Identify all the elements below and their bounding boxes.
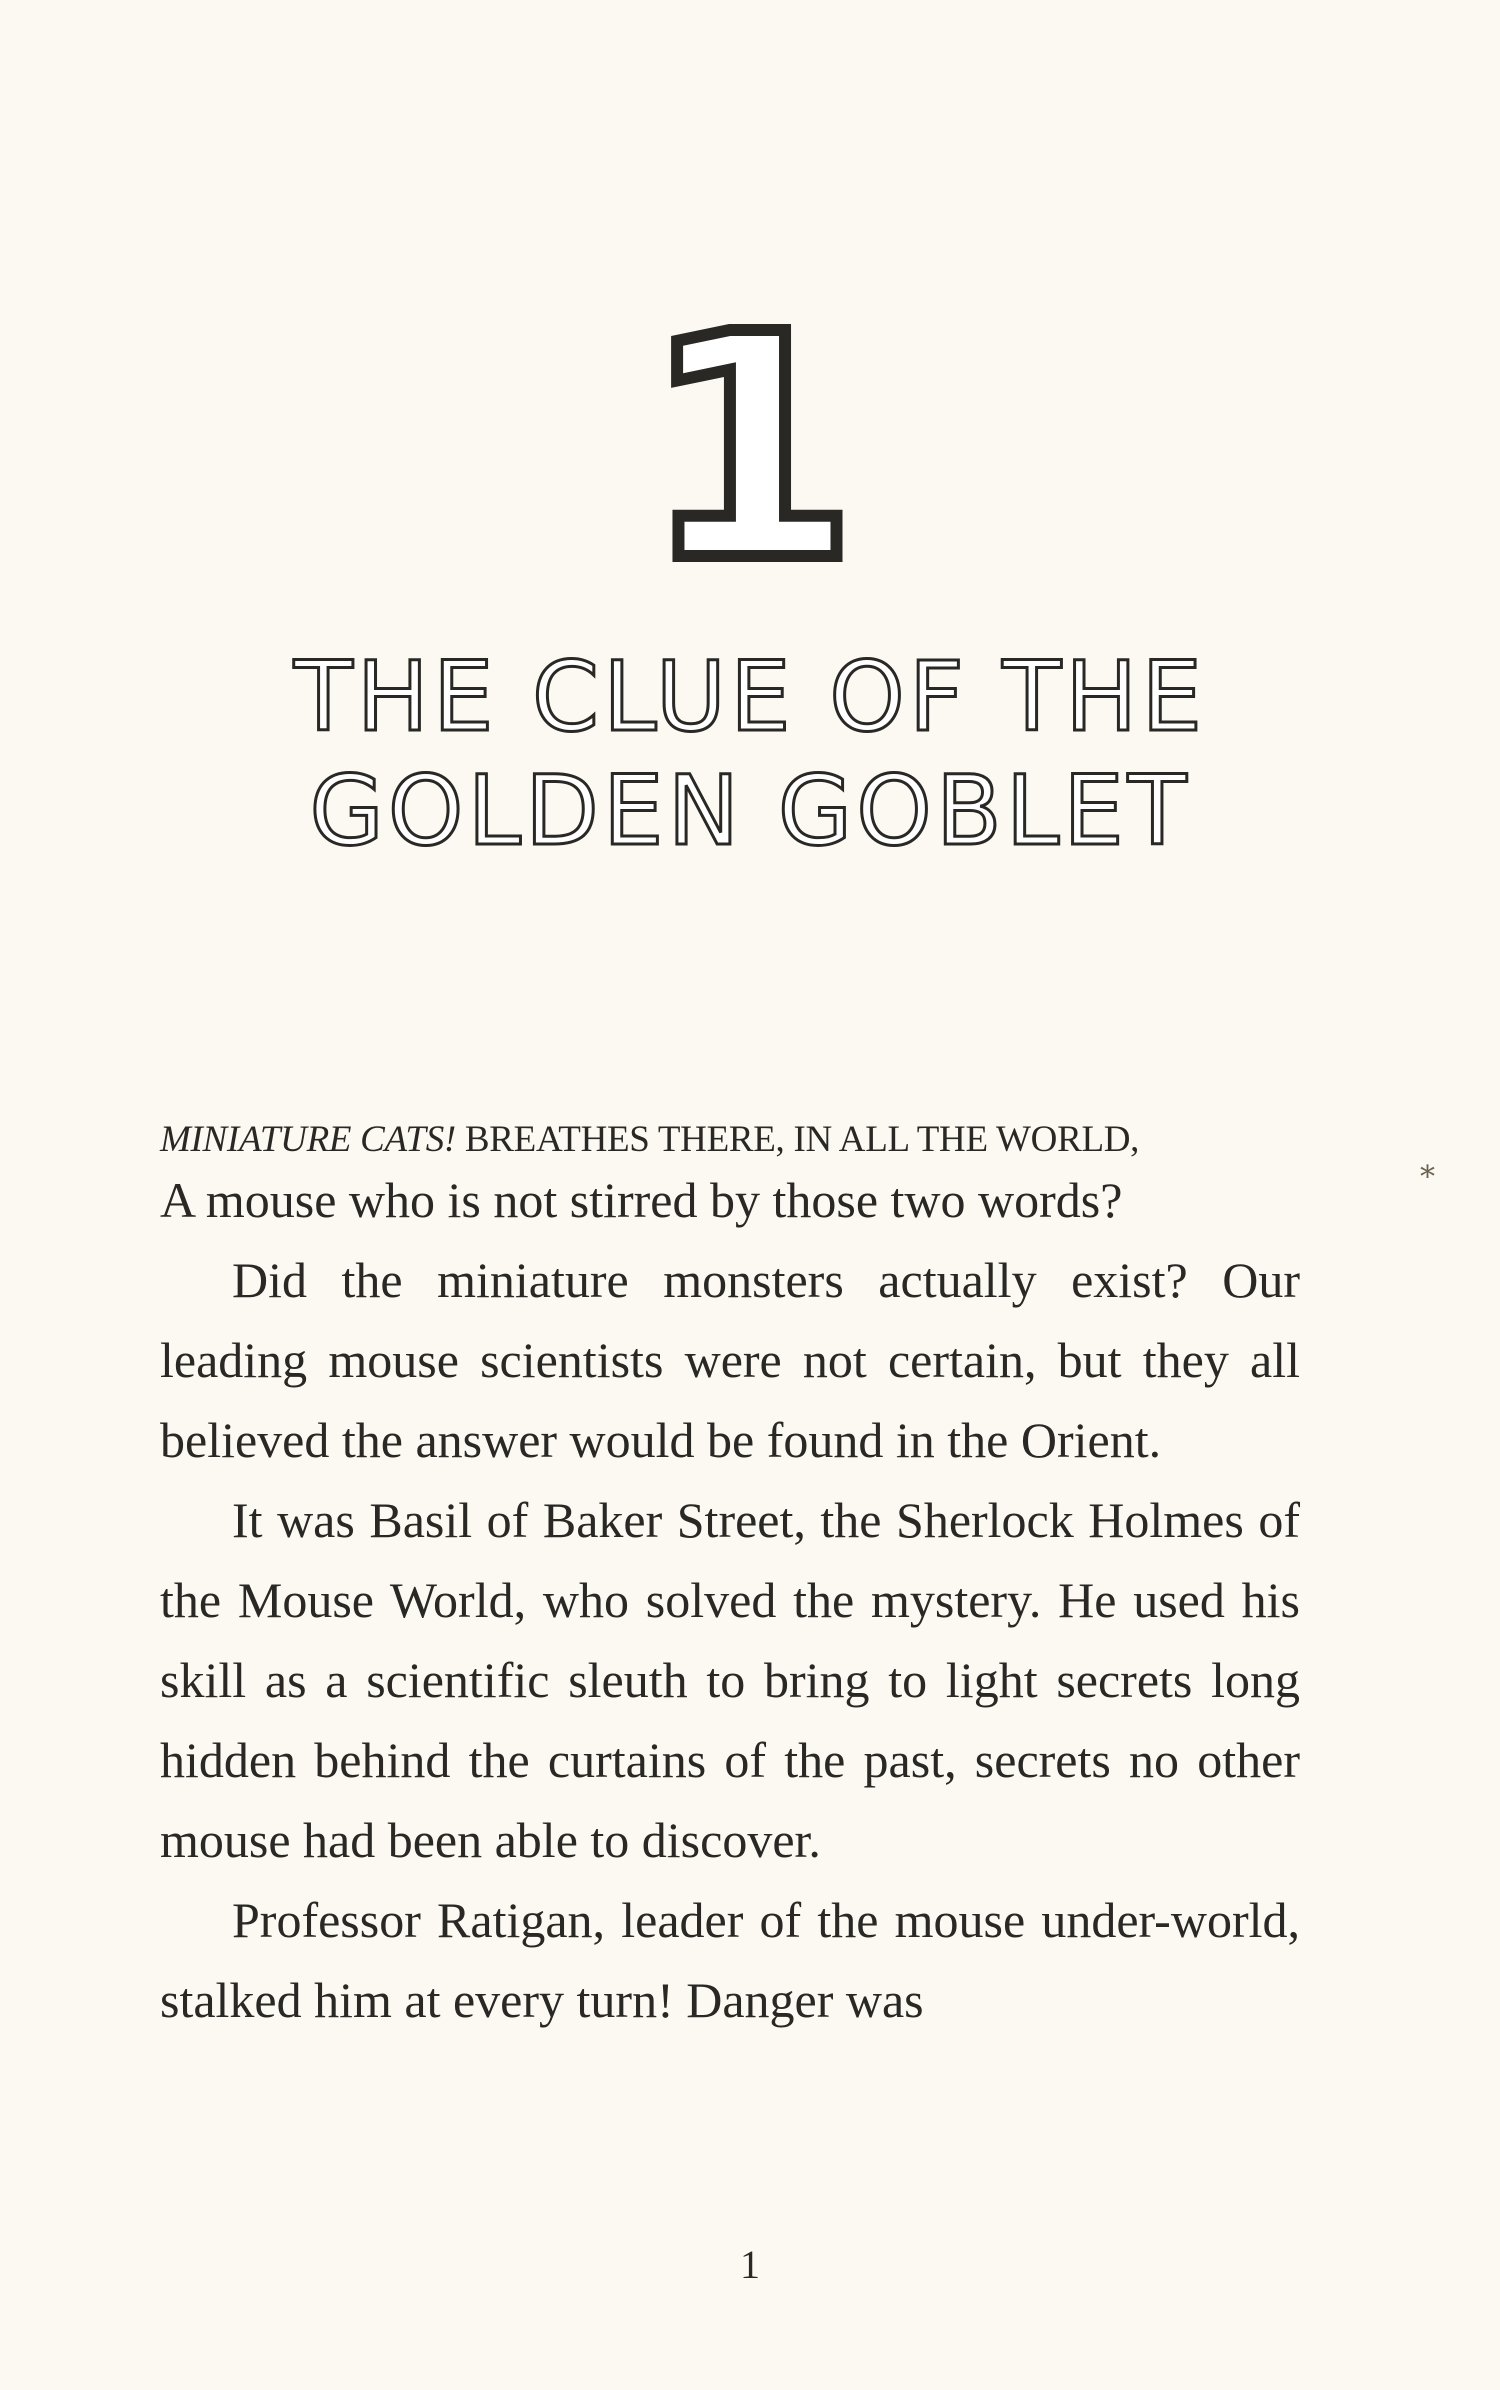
opening-italic: MINIATURE CATS! xyxy=(160,1119,456,1160)
chapter-number: 1 xyxy=(642,269,858,630)
ink-smudge-icon: ⁎ xyxy=(1420,1151,1435,1184)
body-text xyxy=(160,1100,1300,2040)
chapter-title xyxy=(0,640,1500,868)
opening-line xyxy=(160,1100,1300,1160)
page-number: 1 xyxy=(740,2242,760,2287)
opening-caps: BREATHES THERE, IN ALL THE WORLD, xyxy=(455,1119,1140,1160)
paragraph-2: Did the miniature monsters actually exist? Our leading mouse scientists were not certain, but they all believed the answer would be found in the Orient. xyxy=(160,1252,1300,1468)
paragraph-4: Professor Ratigan, leader of the mouse under-world, stalked him at every turn! Danger was xyxy=(160,1892,1300,2028)
paragraph-3: It was Basil of Baker Street, the Sherlock Holmes of the Mouse World, who solved the mystery. He used his skill as a scientific sleuth to bring to light secrets long hidden behind the curtains of the past, secrets no other mouse had been able to discover. xyxy=(160,1492,1300,1868)
chapter-title-line-1: THE CLUE OF THE xyxy=(294,641,1206,753)
paragraph-1: A mouse who is not stirred by those two words? xyxy=(160,1172,1123,1228)
chapter-title-line-2: GOLDEN GOBLET xyxy=(309,755,1191,867)
